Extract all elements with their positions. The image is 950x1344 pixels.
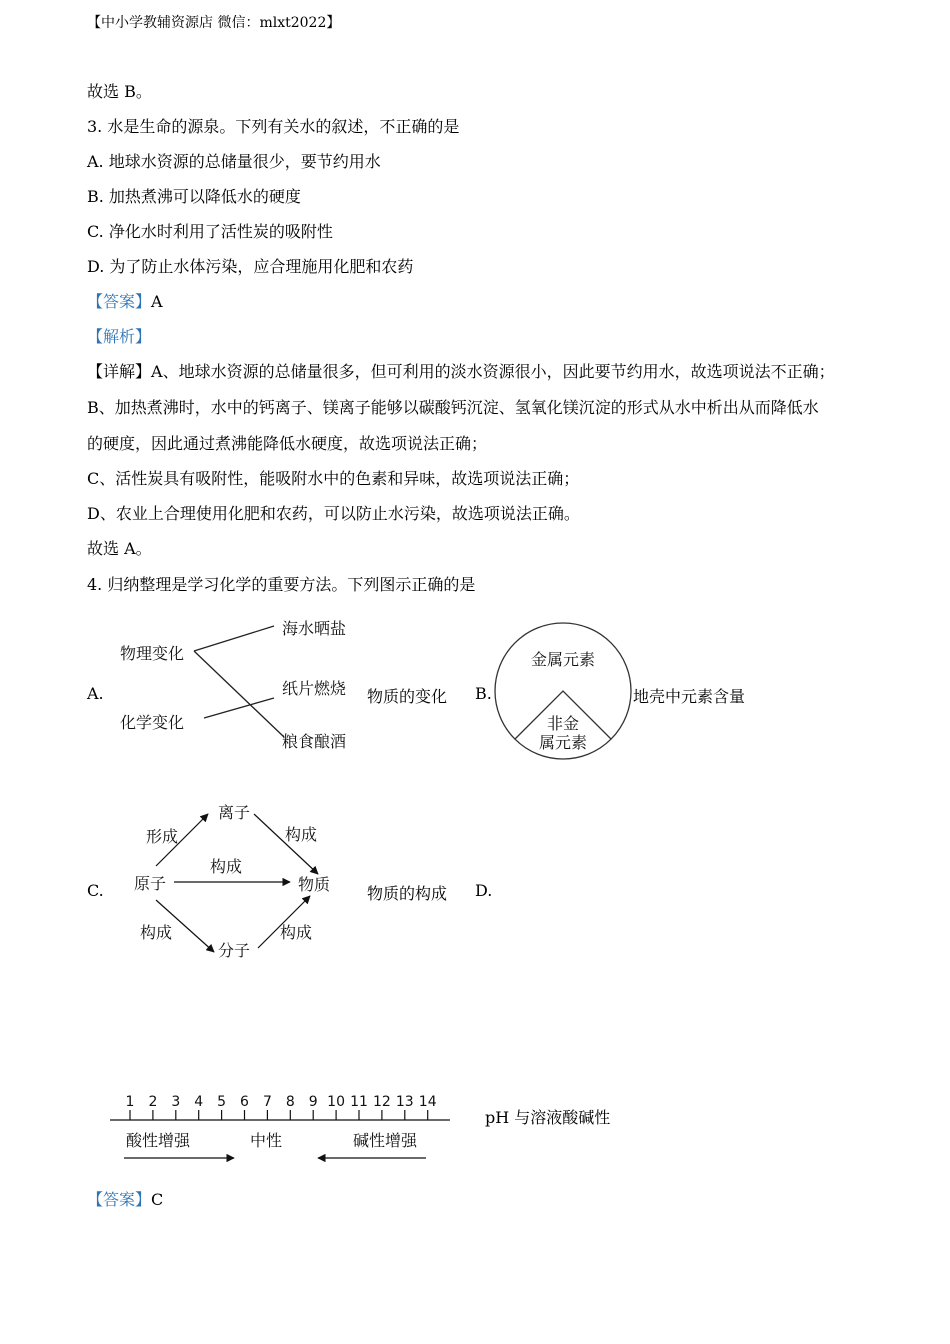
label-ion: 离子	[218, 803, 251, 822]
answer-4	[87, 1190, 163, 1210]
ph-tick-label: 1	[125, 1094, 135, 1110]
answer-value: A	[151, 292, 163, 311]
option-b-label: B.	[475, 684, 492, 703]
diagram-b	[493, 621, 633, 761]
answer-tag: 【答案】	[87, 292, 152, 311]
label-physical-change: 物理变化	[120, 644, 185, 663]
question-3: 3. 水是生命的源泉。下列有关水的叙述，不正确的是	[87, 117, 460, 136]
diagram-c-caption: 物质的构成	[367, 884, 448, 903]
diagram-d-caption: pH 与溶液酸碱性	[485, 1108, 611, 1127]
ph-tick-label: 5	[217, 1094, 227, 1110]
detail-line-2: B、加热煮沸时，水中的钙离子、镁离子能够以碳酸钙沉淀、氢氧化镁沉淀的形式从水中析出从而降低水	[87, 398, 819, 417]
label-paper-burning: 纸片燃烧	[282, 679, 347, 698]
analysis-tag: 【解析】	[87, 327, 152, 346]
label-compose: 构成	[285, 825, 318, 844]
detail-tag: 【详解】	[87, 362, 152, 381]
option-c-label: C.	[87, 881, 104, 900]
link-line	[194, 651, 284, 737]
label-chemical-change: 化学变化	[120, 713, 185, 732]
label-matter: 物质	[298, 875, 331, 894]
ph-tick-label: 7	[262, 1094, 272, 1110]
label-compose: 构成	[210, 857, 243, 876]
label-atom: 原子	[134, 874, 167, 893]
ph-tick-label: 12	[372, 1094, 391, 1110]
detail-text: A、地球水资源的总储量很多，但可利用的淡水资源很小，因此要节约用水，故选项说法不正确；	[151, 362, 835, 381]
label-compose: 构成	[280, 923, 313, 942]
q3-option-d: D. 为了防止水体污染，应合理施用化肥和农药	[87, 257, 414, 276]
label-neutral: 中性	[250, 1131, 283, 1150]
label-form: 形成	[146, 827, 179, 846]
question-4: 4. 归纳整理是学习化学的重要方法。下列图示正确的是	[87, 575, 476, 594]
arrow-ion-matter	[254, 814, 318, 874]
option-a-label: A.	[87, 684, 104, 703]
ph-tick-label: 2	[148, 1094, 158, 1110]
ph-tick-label: 14	[418, 1094, 437, 1110]
option-d-label: D.	[475, 881, 493, 900]
label-acid-stronger: 酸性增强	[126, 1131, 191, 1150]
label-molecule: 分子	[218, 941, 251, 960]
diagram-c	[128, 796, 358, 966]
detail-line-1	[87, 362, 835, 382]
ph-tick-label: 4	[194, 1094, 204, 1110]
answer-3	[87, 292, 163, 312]
answer-tag: 【答案】	[87, 1190, 152, 1209]
ph-tick-label: 9	[308, 1094, 318, 1110]
label-sea-salt: 海水晒盐	[282, 619, 347, 638]
link-line	[204, 698, 274, 718]
label-compose: 构成	[140, 923, 173, 942]
ph-tick-label: 11	[350, 1094, 368, 1110]
ph-tick-label: 8	[285, 1094, 295, 1110]
text-line: 故选 B。	[87, 82, 152, 101]
label-nonmetal-1: 非金	[546, 714, 580, 733]
detail-line-3: 的硬度，因此通过煮沸能降低水硬度，故选项说法正确；	[87, 434, 488, 453]
label-base-stronger: 碱性增强	[353, 1131, 418, 1150]
diagram-a	[112, 612, 362, 752]
label-nonmetal-2: 属元素	[538, 733, 588, 752]
page-header: 【中小学教辅资源店 微信：mlxt2022】	[87, 15, 341, 31]
diagram-d	[108, 1088, 458, 1168]
diagram-a-caption: 物质的变化	[367, 687, 448, 706]
q3-option-b: B. 加热煮沸可以降低水的硬度	[87, 187, 301, 206]
ph-tick-label: 10	[327, 1094, 346, 1110]
detail-line-4: C、活性炭具有吸附性，能吸附水中的色素和异味，故选项说法正确；	[87, 469, 580, 488]
q3-option-a: A. 地球水资源的总储量很少，要节约用水	[87, 152, 381, 171]
ph-tick-label: 6	[240, 1094, 249, 1110]
ph-tick-label: 3	[171, 1094, 181, 1110]
detail-line-5: D、农业上合理使用化肥和农药，可以防止水污染，故选项说法正确。	[87, 504, 580, 523]
label-metal-element: 金属元素	[530, 650, 596, 669]
ph-tick-label: 13	[395, 1094, 414, 1110]
label-grain-wine: 粮食酿酒	[282, 732, 347, 751]
link-line	[194, 626, 274, 651]
text-line: 故选 A。	[87, 539, 152, 558]
diagram-b-caption: 地壳中元素含量	[633, 687, 746, 706]
answer-value: C	[151, 1190, 164, 1209]
q3-option-c: C. 净化水时利用了活性炭的吸附性	[87, 222, 333, 241]
